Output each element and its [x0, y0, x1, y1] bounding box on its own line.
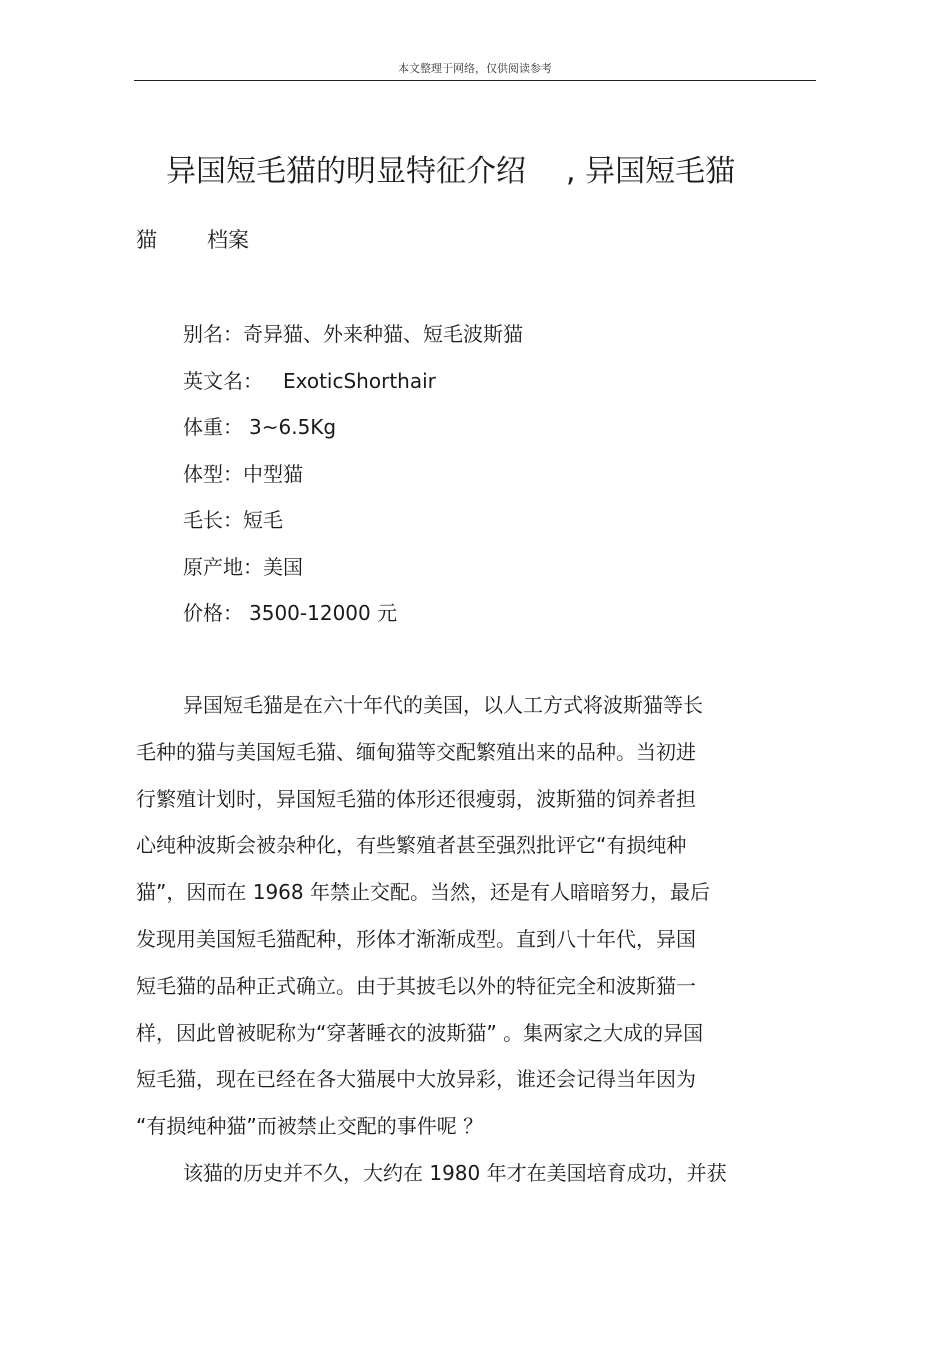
- profile-label: 价格：: [183, 601, 243, 625]
- paragraph-line: 发现用美国短毛猫配种，形体才渐渐成型。直到八十年代，异国: [136, 926, 696, 951]
- profile-label: 体重：: [183, 415, 243, 439]
- document-title: [166, 150, 735, 194]
- profile-item-alias: [183, 314, 523, 361]
- title-cont-b: 档案: [207, 228, 249, 252]
- profile-value: 美国: [263, 554, 303, 579]
- profile-item-weight: [183, 407, 523, 454]
- paragraph-line: 该猫的历史并不久，大约在 1980 年才在美国培育成功，并获: [183, 1160, 727, 1185]
- profile-value: 中型猫: [243, 461, 303, 486]
- profile-list: [183, 314, 523, 640]
- profile-item-body-type: [183, 454, 523, 501]
- profile-label: 体型：: [183, 461, 243, 486]
- profile-label: 毛长：: [183, 508, 243, 532]
- paragraph-line: 毛种的猫与美国短毛猫、缅甸猫等交配繁殖出来的品种。当初进: [136, 739, 696, 764]
- title-cont-a: 猫: [136, 228, 157, 252]
- profile-item-price: [183, 593, 523, 640]
- document-title-continuation: [136, 222, 249, 258]
- profile-value: 3500-12000 元: [249, 601, 398, 625]
- profile-value: ExoticShorthair: [283, 368, 436, 393]
- header-divider: [134, 80, 816, 81]
- header-note: 本文整理于网络，仅供阅读参考: [398, 62, 552, 75]
- paragraph-line: 样，因此曾被昵称为“穿著睡衣的波斯猫” 。集两家之大成的异国: [136, 1020, 704, 1045]
- profile-value: 奇异猫、外来种猫、短毛波斯猫: [243, 322, 523, 346]
- paragraph-line: 短毛猫的品种正式确立。由于其披毛以外的特征完全和波斯猫一: [136, 973, 696, 998]
- paragraph-line: 猫”，因而在 1968 年禁止交配。当然，还是有人暗暗努力，最后: [136, 880, 710, 905]
- profile-value: 3~6.5Kg: [249, 415, 337, 439]
- profile-label: 英文名：: [183, 368, 263, 393]
- body-text: [136, 684, 816, 1199]
- paragraph-line: “有损纯种猫”而被禁止交配的事件呢 ？: [136, 1114, 484, 1139]
- paragraph-line: 异国短毛猫是在六十年代的美国，以人工方式将波斯猫等长: [183, 693, 703, 717]
- profile-label: 原产地：: [183, 554, 263, 579]
- title-part-2: , 异国短毛猫: [566, 154, 736, 189]
- profile-item-english-name: [183, 361, 523, 408]
- profile-label: 别名：: [183, 322, 243, 346]
- paragraph-line: 行繁殖计划时，异国短毛猫的体形还很瘦弱，波斯猫的饲养者担: [136, 786, 696, 811]
- profile-item-coat-length: [183, 500, 523, 547]
- profile-value: 短毛: [243, 508, 283, 532]
- paragraph-line: 短毛猫，现在已经在各大猫展中大放异彩，谁还会记得当年因为: [136, 1067, 696, 1092]
- title-part-1: 异国短毛猫的明显特征介绍: [166, 154, 526, 189]
- paragraph-line: 心纯种波斯会被杂种化，有些繁殖者甚至强烈批评它“有损纯种: [136, 833, 687, 858]
- profile-item-origin: [183, 547, 523, 594]
